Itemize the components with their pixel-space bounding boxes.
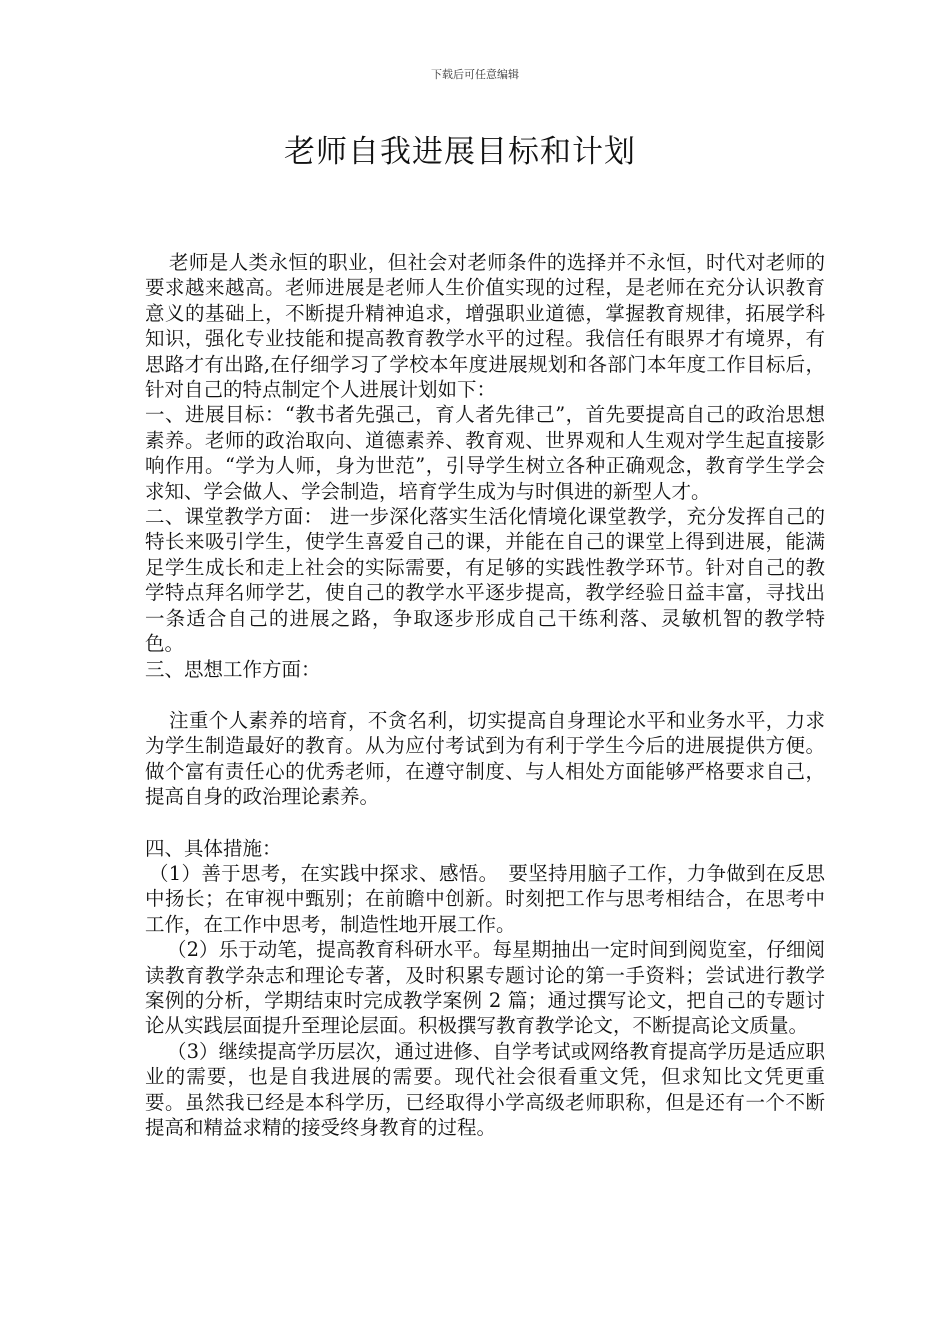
document-body — [145, 250, 825, 1140]
paragraph-spacer — [145, 682, 825, 708]
section-measures-heading: 四、具体措施： — [145, 836, 282, 860]
section-ideological-work-body: 注重个人素养的培育，不贪名利，切实提高自身理论水平和业务水平，力求为学生制造最好的教育。从为应付考试到为有利于学生今后的进展提供方便。做个富有责任心的优秀老师，在遵守制度、与人相处方面能够严格要求自己，提高自身的政治理论素养。 — [145, 708, 825, 809]
intro-paragraph: 老师是人类永恒的职业，但社会对老师条件的选择并不永恒，时代对老师的要求越来越高。老师进展是老师人生价值实现的过程，是老师在充分认识教育意义的基础上，不断提升精神追求，增强职业道德，掌握教育规律，拓展学科知识，强化专业技能和提高教育教学水平的过程。我信任有眼界才有境界，有思路才有出路,在仔细学习了学校本年度进展规划和各部门本年度工作目标后，针对自己的特点制定个人进展计划如下： — [145, 251, 825, 402]
paragraph-spacer — [145, 810, 825, 836]
section-development-goals: 一、进展目标：“教书者先强己，育人者先律己”，首先要提高自己的政治思想素养。老师的政治取向、道德素养、教育观、世界观和人生观对学生起直接影响作用。“学为人师，身为世范”，引导学生树立各种正确观念，教育学生学会求知、学会做人、学会制造，培育学生成为与时俱进的新型人才。 — [145, 403, 825, 503]
header-note: 下载后可任意编辑 — [431, 68, 519, 81]
measure-item-3: （3）继续提高学历层次，通过进修、自学考试或网络教育提高学历是适应职业的需要，也是自我进展的需要。现代社会很看重文凭，但求知比文凭更重要。虽然我已经是本科学历，已经取得小学高级老师职称，但是还有一个不断提高和精益求精的接受终身教育的过程。 — [145, 1039, 825, 1139]
document-title: 老师自我进展目标和计划 — [284, 134, 636, 170]
section-classroom-teaching: 二、课堂教学方面： 进一步深化落实生活化情境化课堂教学，充分发挥自己的特长来吸引学生，使学生喜爱自己的课，并能在自己的课堂上得到进展，能满足学生成长和走上社会的实际需要，有足够的实践性教学环节。针对自己的教学特点拜名师学艺，使自己的教学水平逐步提高，教学经验日益丰富，寻找出一条适合自己的进展之路，争取逐步形成自己干练利落、灵敏机智的教学特色。 — [145, 505, 825, 656]
section-ideological-work-heading: 三、思想工作方面： — [145, 657, 321, 681]
measure-item-2: （2）乐于动笔，提高教育科研水平。每星期抽出一定时间到阅览室，仔细阅读教育教学杂志和理论专著，及时积累专题讨论的第一手资料；尝试进行教学案例的分析，学期结束时完成教学案例 2 篇；通过撰写论文，把自己的专题讨论从实践层面提升至理论层面。积极撰写教育教学论文，不断提高论文质量。 — [145, 938, 825, 1038]
measure-item-1: （1）善于思考，在实践中探求、感悟。 要坚持用脑子工作，力争做到在反思中扬长；在审视中甄别；在前瞻中创新。时刻把工作与思考相结合，在思考中工作，在工作中思考，制造性地开展工作。 — [145, 861, 825, 936]
